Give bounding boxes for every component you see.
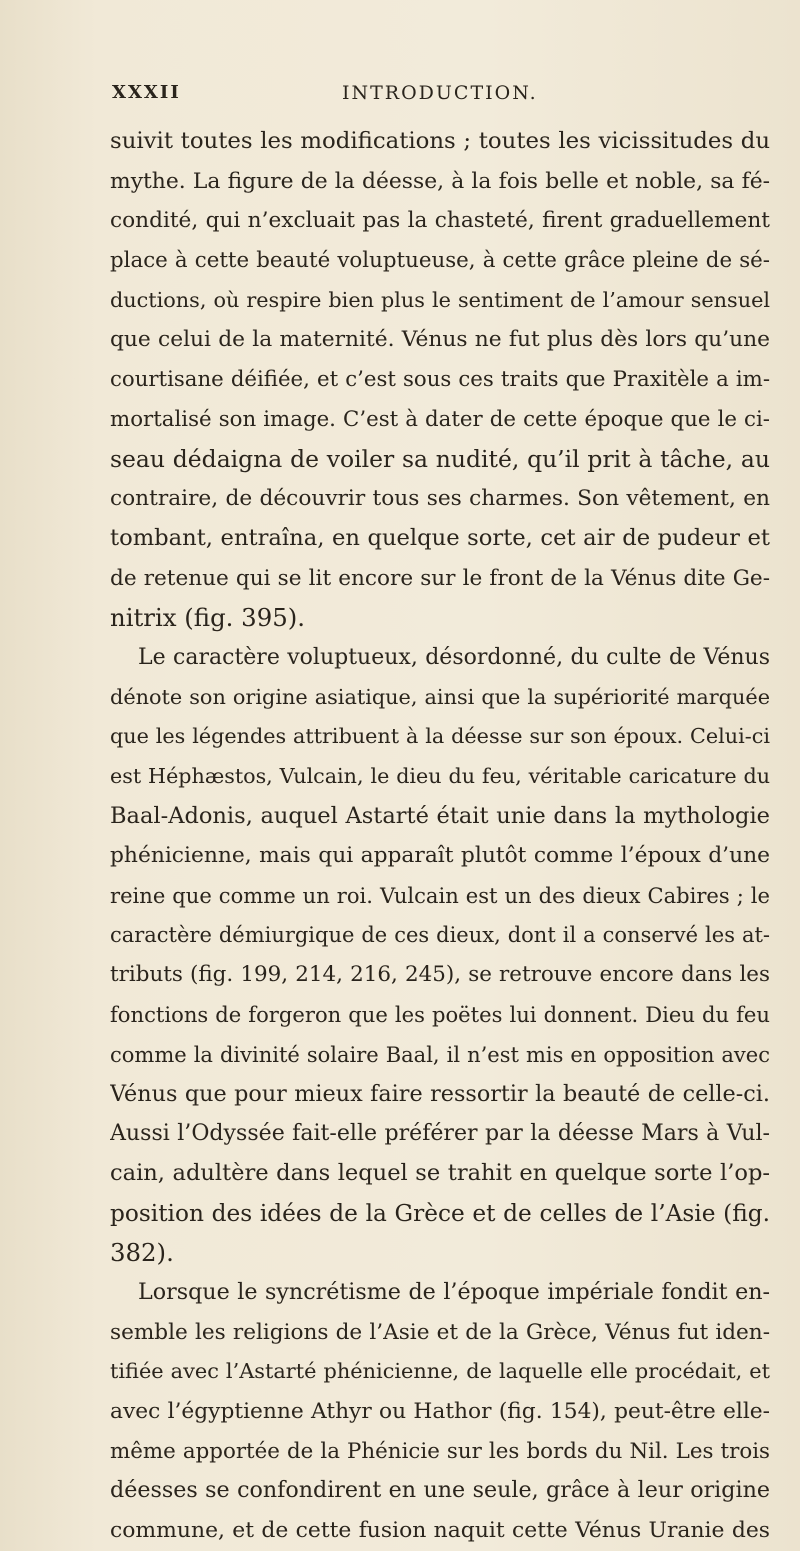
- body-text: [110, 122, 770, 1551]
- running-head-title: INTRODUCTION.: [342, 82, 538, 104]
- text-line: seau dédaigna de voiler sa nudité, qu’il prit à tâche, au: [110, 444, 770, 473]
- text-line: courtisane déifiée, et c’est sous ces traits que Praxitèle a im-: [110, 367, 770, 393]
- text-line: commune, et de cette fusion naquit cette Vénus Uranie des: [110, 1518, 770, 1544]
- text-line: déesses se confondirent en une seule, grâce à leur origine: [110, 1477, 770, 1504]
- text-line: place à cette beauté voluptueuse, à cette grâce pleine de sé-: [110, 248, 770, 274]
- text-line: cain, adultère dans lequel se trahit en quelque sorte l’op-: [110, 1159, 770, 1186]
- text-line: est Héphæstos, Vulcain, le dieu du feu, véritable caricature du: [110, 764, 770, 788]
- text-line: contraire, de découvrir tous ses charmes. Son vêtement, en: [110, 486, 770, 512]
- text-line: comme la divinité solaire Baal, il n’est mis en opposition avec: [110, 1041, 770, 1067]
- text-line: Baal-Adonis, auquel Astarté était unie dans la mythologie: [110, 802, 770, 829]
- text-line: mortalisé son image. C’est à dater de cette époque que le ci-: [110, 406, 770, 432]
- paragraph-start-line: Le caractère voluptueux, désordonné, du culte de Vénus: [138, 644, 770, 670]
- text-line: semble les religions de l’Asie et de la Grèce, Vénus fut iden-: [110, 1319, 770, 1345]
- text-line: ductions, où respire bien plus le sentiment de l’amour sensuel: [110, 287, 770, 312]
- text-line: Vénus que pour mieux faire ressortir la beauté de celle-ci.: [110, 1080, 770, 1107]
- text-line: nitrix (fig. 395).: [110, 603, 306, 633]
- text-line: fonctions de forgeron que les poëtes lui donnent. Dieu du feu: [110, 1002, 770, 1028]
- text-line: dénote son origine asiatique, ainsi que la supériorité marquée: [110, 684, 770, 709]
- text-line: reine que comme un roi. Vulcain est un des dieux Cabires ; le: [110, 883, 770, 909]
- text-line: position des idées de la Grèce et de celles de l’Asie (fig.: [110, 1199, 770, 1227]
- text-line: de retenue qui se lit encore sur le front de la Vénus dite Ge-: [110, 565, 770, 591]
- text-line: tributs (fig. 199, 214, 216, 245), se retrouve encore dans les: [110, 962, 770, 988]
- text-line: Aussi l’Odyssée fait-elle préférer par la déesse Mars à Vul-: [110, 1121, 770, 1147]
- page-number: XXXII: [112, 82, 181, 103]
- text-line: condité, qui n’excluait pas la chasteté, firent graduellement: [110, 208, 770, 234]
- text-line: mythe. La figure de la déesse, à la fois belle et noble, sa fé-: [110, 168, 770, 194]
- text-line: avec l’égyptienne Athyr ou Hathor (fig. 154), peut-être elle-: [110, 1399, 770, 1424]
- text-line: que celui de la maternité. Vénus ne fut plus dès lors qu’une: [110, 327, 770, 353]
- text-line: que les légendes attribuent à la déesse sur son époux. Celui-ci: [110, 724, 770, 749]
- text-line: caractère démiurgique de ces dieux, dont il a conservé les at-: [110, 922, 770, 947]
- text-line: phénicienne, mais qui apparaît plutôt comme l’époux d’une: [110, 843, 770, 869]
- text-line: tombant, entraîna, en quelque sorte, cet air de pudeur et: [110, 524, 770, 551]
- text-line: suivit toutes les modifications ; toutes les vicissitudes du: [110, 128, 770, 154]
- text-line: même apportée de la Phénicie sur les bords du Nil. Les trois: [110, 1438, 770, 1464]
- text-line: 382).: [110, 1238, 174, 1268]
- paragraph-start-line: Lorsque le syncrétisme de l’époque impériale fondit en-: [138, 1278, 770, 1305]
- text-line: tifiée avec l’Astarté phénicienne, de laquelle elle procédait, et: [110, 1359, 770, 1384]
- running-head: [112, 82, 772, 108]
